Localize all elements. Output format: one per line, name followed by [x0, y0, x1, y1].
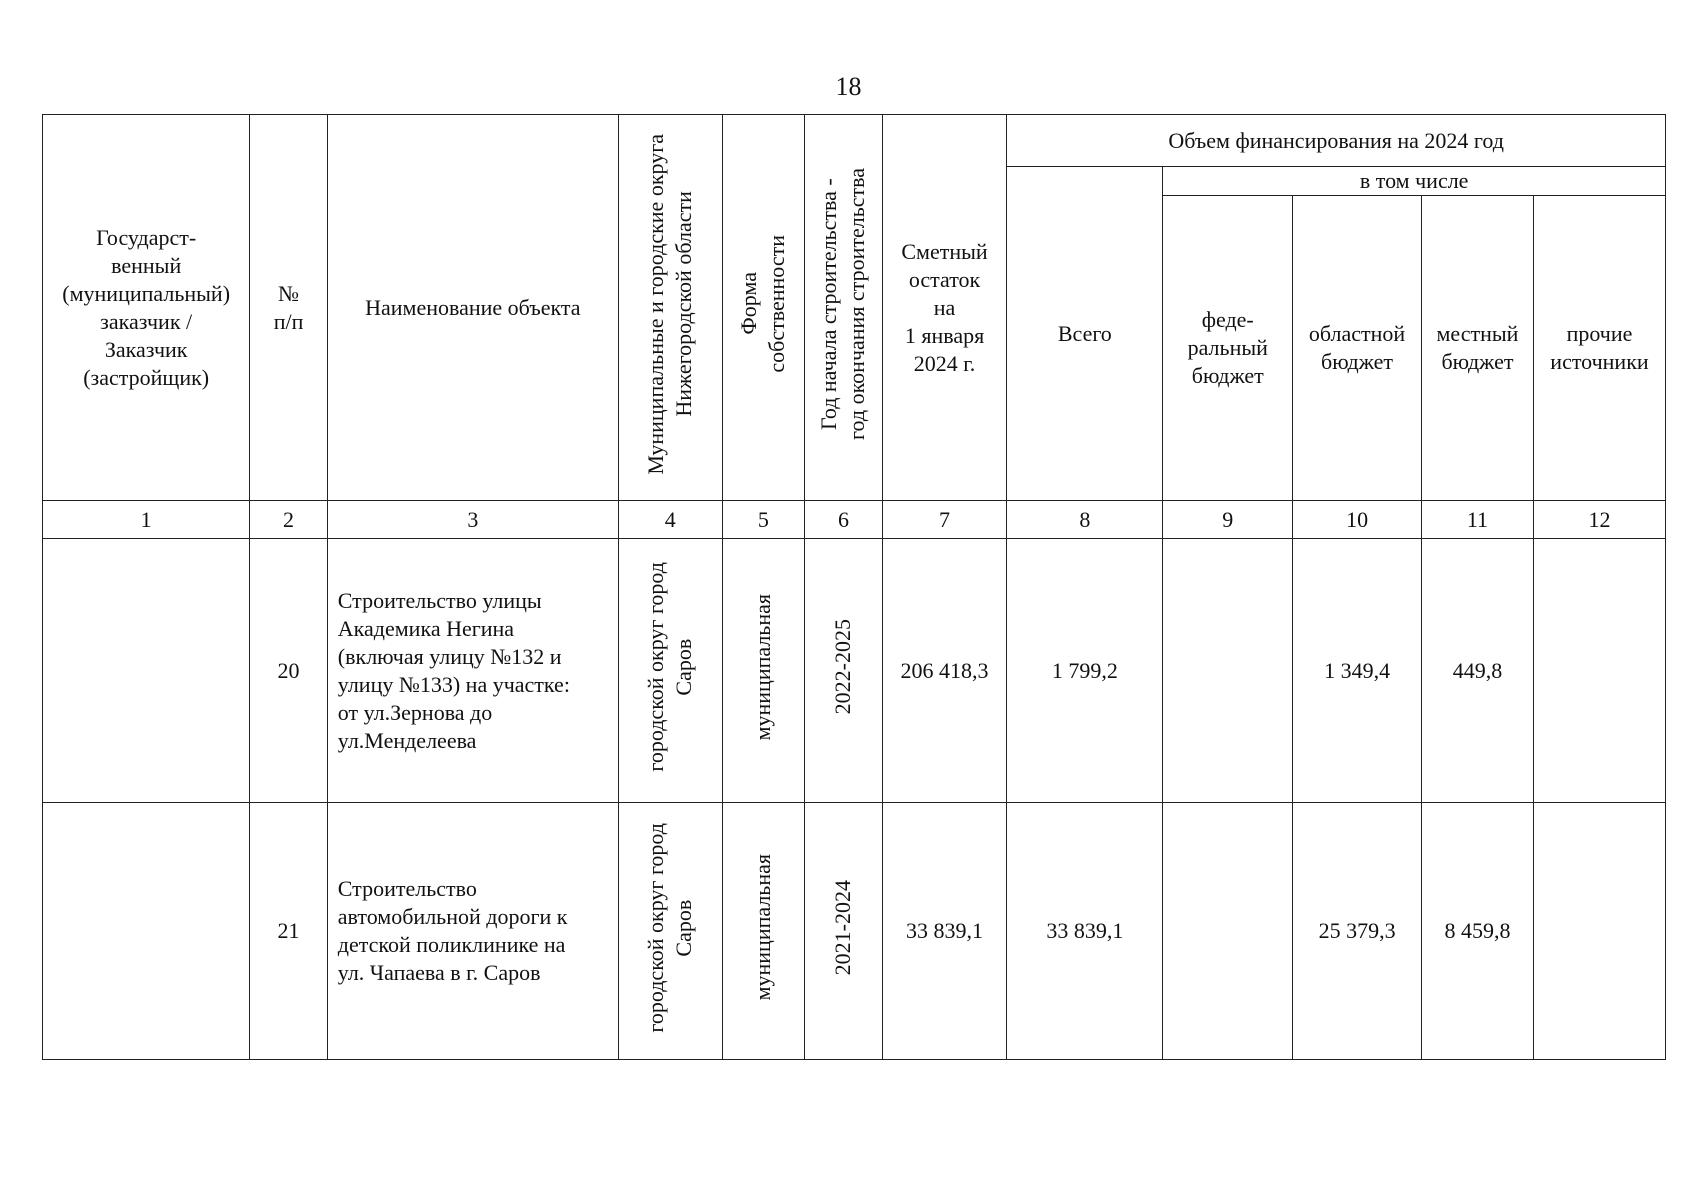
cell-remainder: 206 418,3	[882, 539, 1007, 803]
column-number: 11	[1421, 501, 1533, 539]
column-number: 4	[618, 501, 722, 539]
column-number: 9	[1163, 501, 1293, 539]
column-number: 2	[250, 501, 327, 539]
financing-table	[42, 114, 1666, 1060]
column-number: 12	[1533, 501, 1665, 539]
column-number: 5	[722, 501, 805, 539]
column-number-row	[43, 501, 1666, 539]
cell-regional: 25 379,3	[1293, 803, 1422, 1060]
header-other: прочие источники	[1533, 196, 1665, 501]
header-municipality: Муниципальные и городские округа Нижегородской области	[618, 115, 722, 501]
header-customer: Государст- венный (муниципальный) заказчик / Заказчик (застройщик)	[43, 115, 250, 501]
header-remainder: Сметный остаток на 1 января 2024 г.	[882, 115, 1007, 501]
column-number: 10	[1293, 501, 1422, 539]
cell-number: 21	[250, 803, 327, 1060]
column-number: 6	[805, 501, 882, 539]
cell-number: 20	[250, 539, 327, 803]
cell-remainder: 33 839,1	[882, 803, 1007, 1060]
cell-other	[1533, 539, 1665, 803]
cell-municipality: городской округ город Саров	[618, 539, 722, 803]
cell-customer	[43, 539, 250, 803]
cell-municipality: городской округ город Саров	[618, 803, 722, 1060]
header-local: местный бюджет	[1421, 196, 1533, 501]
table-row	[43, 539, 1666, 803]
cell-local: 449,8	[1421, 539, 1533, 803]
cell-customer	[43, 803, 250, 1060]
cell-total: 1 799,2	[1007, 539, 1163, 803]
header-regional: областной бюджет	[1293, 196, 1422, 501]
header-number: № п/п	[250, 115, 327, 501]
column-number: 1	[43, 501, 250, 539]
header-ownership: Форма собственности	[722, 115, 805, 501]
cell-years: 2021-2024	[805, 803, 882, 1060]
column-number: 7	[882, 501, 1007, 539]
header-including: в том числе	[1163, 167, 1666, 196]
cell-object-name: Строительство автомобильной дороги к детской поликлинике на ул. Чапаева в г. Саров	[327, 803, 618, 1060]
column-number: 8	[1007, 501, 1163, 539]
cell-years: 2022-2025	[805, 539, 882, 803]
cell-federal	[1163, 803, 1293, 1060]
cell-federal	[1163, 539, 1293, 803]
header-total: Всего	[1007, 167, 1163, 501]
page-number: 18	[835, 72, 862, 101]
cell-ownership: муниципальная	[722, 803, 805, 1060]
column-number: 3	[327, 501, 618, 539]
cell-other	[1533, 803, 1665, 1060]
cell-local: 8 459,8	[1421, 803, 1533, 1060]
cell-object-name: Строительство улицы Академика Негина (включая улицу №132 и улицу №133) на участке: от ул.Зернова до ул.Менделеева	[327, 539, 618, 803]
cell-ownership: муниципальная	[722, 539, 805, 803]
header-federal: феде- ральный бюджет	[1163, 196, 1293, 501]
cell-regional: 1 349,4	[1293, 539, 1422, 803]
table-row	[43, 803, 1666, 1060]
header-funding-title: Объем финансирования на 2024 год	[1007, 115, 1666, 167]
cell-total: 33 839,1	[1007, 803, 1163, 1060]
header-years: Год начала строительства - год окончания строительства	[805, 115, 882, 501]
header-object-name: Наименование объекта	[327, 115, 618, 501]
